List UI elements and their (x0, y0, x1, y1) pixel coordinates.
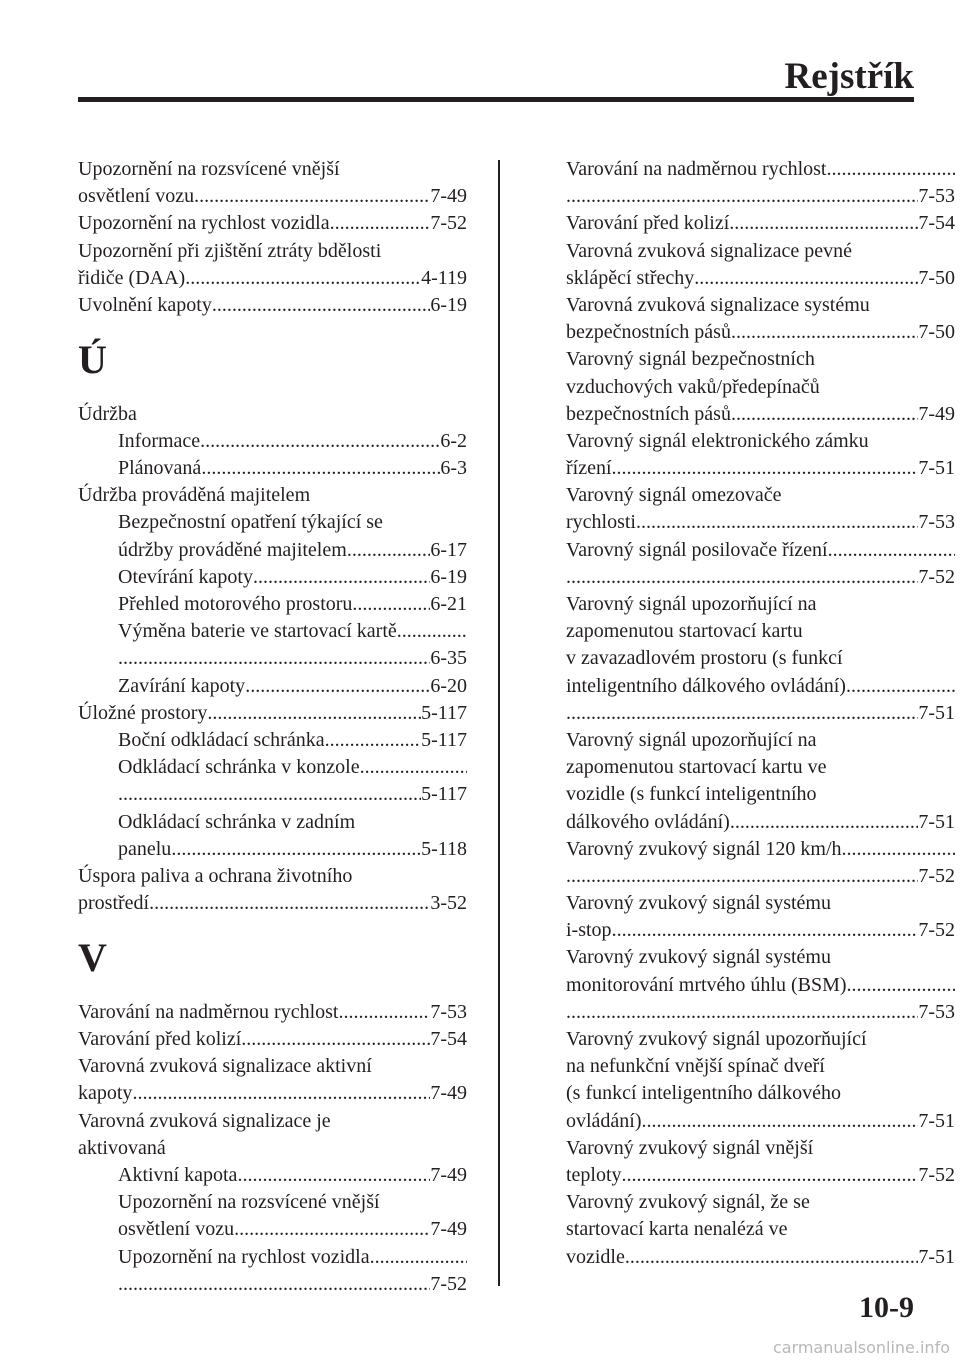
index-entry: osvětlení vozu ..... 7-49 (78, 1216, 467, 1243)
index-line: Upozornění při zjištění ztráty bdělosti (78, 239, 382, 262)
index-entry: Upozornění na rychlost vozidla ..... (78, 1244, 467, 1271)
index-entry: ..... 7-52 (78, 1271, 467, 1298)
index-line: zapomenutou startovací kartu ve (566, 756, 827, 779)
index-line: Úspora paliva a ochrana životního (78, 864, 353, 887)
page-number: 10-9 (859, 1291, 914, 1324)
index-line: Varovný zvukový signál systému (566, 946, 831, 969)
index-entry: panelu ..... 5-118 (78, 836, 467, 863)
index-line: Varovný signál elektronického zámku (566, 429, 869, 452)
index-entry: Upozornění na rychlost vozidla ..... 7-52 (78, 210, 467, 237)
index-entry: údržby prováděné majitelem ..... 6-17 (78, 537, 467, 564)
index-entry: ..... 5-117 (78, 781, 467, 808)
index-entry: ovládání) ..... 7-51 (566, 1108, 955, 1135)
header-rule (78, 97, 914, 102)
index-column-right (566, 156, 955, 1271)
index-entry: Varování před kolizí ..... 7-54 (78, 1026, 467, 1053)
index-entry: Úložné prostory ..... 5-117 (78, 700, 467, 727)
index-line: Varovný zvukový signál systému (566, 892, 831, 915)
index-line: Varovný signál upozorňující na (566, 593, 817, 615)
index-line: Bezpečnostní opatření týkající se (118, 511, 383, 534)
index-line: Varovný signál omezovače (566, 484, 782, 507)
index-entry: kapoty ..... 7-49 (78, 1080, 467, 1107)
index-entry: Varování na nadměrnou rychlost ..... 7-53 (78, 999, 467, 1026)
index-entry: ..... 7-53 (566, 183, 955, 210)
index-entry: rychlosti ..... 7-53 (566, 509, 955, 536)
index-line: Údržba prováděná majitelem (78, 484, 311, 507)
index-entry: ..... 7-51 (566, 700, 955, 727)
index-entry: Otevírání kapoty ..... 6-19 (78, 564, 467, 591)
section-letter: Ú (78, 336, 107, 382)
watermark: carmanualsonline.info (772, 1338, 950, 1357)
index-entry: ..... 6-35 (78, 645, 467, 672)
index-entry: ..... 7-52 (566, 564, 955, 591)
index-entry: inteligentního dálkového ovládání) ..... (566, 673, 955, 700)
index-entry: ..... 7-53 (566, 999, 955, 1026)
index-entry: Varování na nadměrnou rychlost ..... (566, 156, 955, 183)
section-letter: V (78, 934, 107, 980)
index-line: Varovný zvukový signál, že se (566, 1191, 810, 1214)
index-line: Varovná zvuková signalizace je (78, 1109, 331, 1132)
index-entry: bezpečnostních pásů ..... 7-50 (566, 319, 955, 346)
index-entry: bezpečnostních pásů ..... 7-49 (566, 401, 955, 428)
index-entry: Varovný zvukový signál 120 km/h ..... (566, 836, 955, 863)
index-entry: Výměna baterie ve startovací kartě ..... (78, 618, 467, 645)
index-entry: dálkového ovládání) ..... 7-51 (566, 809, 955, 836)
index-entry: Zavírání kapoty ..... 6-20 (78, 673, 467, 700)
index-entry: Varovný signál posilovače řízení ..... (566, 537, 955, 564)
index-line: Varovná zvuková signalizace aktivní (78, 1055, 372, 1078)
index-entry: Boční odkládací schránka ..... 5-117 (78, 727, 467, 754)
index-line: v zavazadlovém prostoru (s funkcí (566, 647, 843, 670)
index-column-left (78, 156, 467, 1298)
index-line: Upozornění na rozsvícené vnější (78, 158, 340, 180)
index-entry: osvětlení vozu ..... 7-49 (78, 183, 467, 210)
index-entry: i-stop ..... 7-52 (566, 917, 955, 944)
index-entry: Aktivní kapota ..... 7-49 (78, 1162, 467, 1189)
index-entry: řízení ..... 7-51 (566, 455, 955, 482)
index-entry: ..... 7-52 (566, 863, 955, 890)
index-line: Varovná zvuková signalizace systému (566, 293, 870, 316)
page-title: Rejstřík (784, 56, 914, 97)
index-line: Upozornění na rozsvícené vnější (118, 1191, 380, 1214)
index-entry: řidiče (DAA) ..... 4-119 (78, 265, 467, 292)
index-entry: prostředí ..... 3-52 (78, 890, 467, 917)
index-line: Varovná zvuková signalizace pevné (566, 239, 852, 262)
index-line: vzduchových vaků/předepínačů (566, 375, 820, 398)
index-line: startovací karta nenalézá ve (566, 1218, 788, 1241)
column-divider (498, 160, 500, 1286)
index-entry: monitorování mrtvého úhlu (BSM) ..... (566, 972, 955, 999)
index-line: vozidle (s funkcí inteligentního (566, 783, 817, 806)
index-line: zapomenutou startovací kartu (566, 620, 803, 643)
index-entry: Odkládací schránka v konzole ..... (78, 754, 467, 781)
index-entry: Varování před kolizí ..... 7-54 (566, 210, 955, 237)
index-line: Údržba (78, 402, 137, 425)
index-line: Varovný zvukový signál vnější (566, 1136, 814, 1159)
index-line: Varovný signál upozorňující na (566, 728, 817, 751)
index-line: Varovný signál bezpečnostních (566, 348, 815, 371)
index-entry: Plánovaná ..... 6-3 (78, 455, 467, 482)
index-line: Varovný zvukový signál upozorňující (566, 1028, 867, 1050)
index-entry: Přehled motorového prostoru ..... 6-21 (78, 591, 467, 618)
index-entry: teploty ..... 7-52 (566, 1162, 955, 1189)
index-entry: Informace ..... 6-2 (78, 428, 467, 455)
index-line: Odkládací schránka v zadním (118, 810, 356, 833)
index-entry: sklápěcí střechy ..... 7-50 (566, 265, 955, 292)
index-line: (s funkcí inteligentního dálkového (566, 1082, 841, 1105)
index-entry: Uvolnění kapoty ..... 6-19 (78, 292, 467, 319)
index-entry: vozidle ..... 7-51 (566, 1244, 955, 1271)
index-line: aktivovaná (78, 1136, 166, 1159)
index-line: na nefunkční vnější spínač dveří (566, 1055, 825, 1078)
